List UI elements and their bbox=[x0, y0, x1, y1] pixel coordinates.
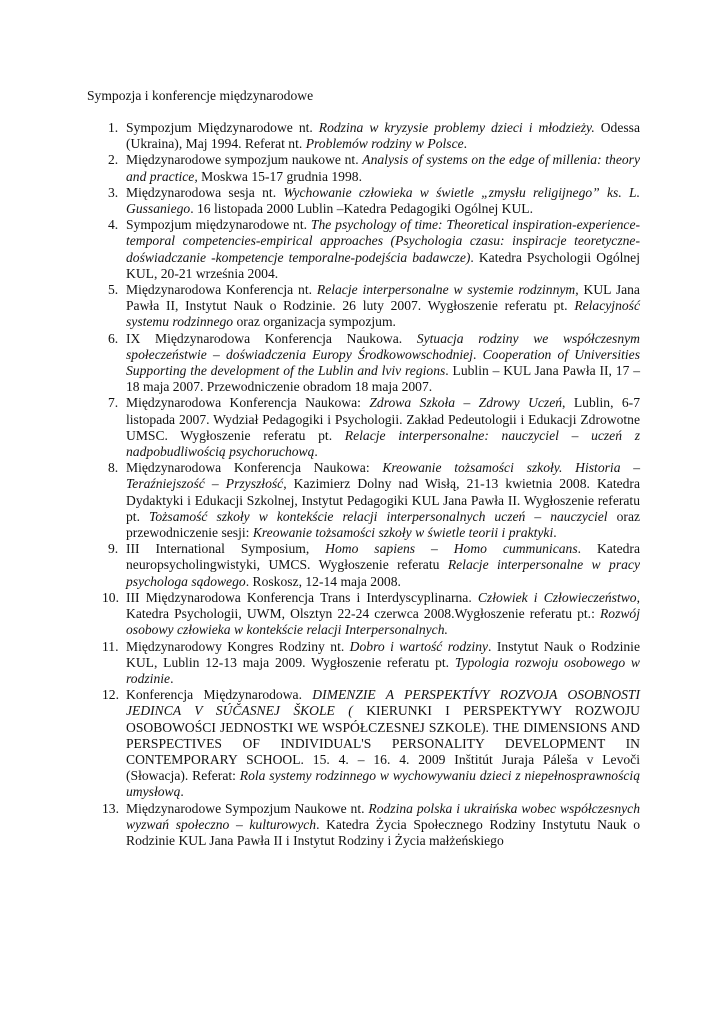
segment: Tożsamość szkoły w kontekście relacji interpersonalnych uczeń – nauczyciel bbox=[149, 508, 608, 524]
segment: . bbox=[463, 136, 468, 152]
segment: Analysis of systems on the edge of millenia: theory and practice, bbox=[126, 152, 640, 184]
segment: Homo sapiens – Homo cummunicans bbox=[325, 541, 578, 557]
segment: DIMENZIE A PERSPEKTÍVY ROZVOJA OSOBNOSTI JEDINCA V SÚČASNEJ ŠKOLE ( bbox=[126, 687, 640, 719]
segment: . Lublin – KUL Jana Pawła II, 17 – 18 maja 2007. Przewodniczenie obradom 18 maja 2007. bbox=[126, 363, 640, 395]
item-number: 8. bbox=[108, 460, 119, 476]
list-item bbox=[87, 217, 640, 282]
segment: . bbox=[553, 525, 557, 541]
segment: Sytuacja rodziny we współczesnym społeczeństwie – doświadczenia Europy Środkowowschodniej bbox=[126, 330, 640, 362]
item-number: 10. bbox=[102, 589, 119, 605]
segment: KIERUNKI I PERSPEKTYWY ROZWOJU OSOBOWOŚCI JEDNOSTKI WE WSPÓŁCZESNEJ SZKOLE). THE DIMENSIONS AND PERSPECTIVES OF INDIVIDUAL'S PERSONALITY DEVELOPMENT IN CONTEMPORARY SCHOOL. 15. 4. – 16. 4. 2009 Inštitút Juraja Páleša v Levoči (Słowacja). Referat: bbox=[126, 703, 640, 784]
item-number: 2. bbox=[108, 152, 119, 168]
segment: Konferencja Międzynarodowa. bbox=[126, 687, 313, 703]
list-item bbox=[87, 282, 640, 331]
segment: Człowiek i Człowieczeństwo bbox=[477, 589, 637, 605]
segment: Rola systemy rodzinnego w wychowywaniu dzieci z niepełnosprawnością umysłową bbox=[126, 768, 640, 800]
segment: Międzynarodowa Konferencja Naukowa: bbox=[126, 460, 383, 476]
list-item bbox=[87, 185, 640, 217]
segment: Sympozjum międzynarodowe nt. bbox=[126, 217, 311, 233]
segment: Międzynarodowe sympozjum naukowe nt. bbox=[126, 152, 363, 168]
item-number: 13. bbox=[102, 800, 119, 816]
list-item bbox=[87, 395, 640, 460]
list-item bbox=[87, 541, 640, 590]
item-number: 6. bbox=[108, 330, 119, 346]
segment: Cooperation of Universities Supporting the development of the Lublin and lviv regions bbox=[126, 346, 641, 379]
list-item bbox=[87, 152, 640, 184]
segment: . Katedra Życia Społecznego Rodziny Instytutu Nauk o Rodzinie KUL Jana Pawła II i Instytut Rodziny i Życia małżeńskiego bbox=[126, 816, 640, 848]
segment: . bbox=[314, 444, 318, 460]
segment: Problemów rodziny w Polsce bbox=[305, 136, 464, 152]
item-number: 5. bbox=[108, 282, 119, 298]
list-item bbox=[87, 331, 640, 396]
segment: oraz przewodniczenie sesji: bbox=[126, 508, 641, 541]
segment: III Międzynarodowa Konferencja Trans i Interdyscyplinarna. bbox=[126, 589, 478, 605]
segment: Dobro i wartość rodziny bbox=[349, 638, 489, 654]
segment: , KUL Jana Pawła II, Instytut Nauk o Rodzinie. 26 luty 2007. Wygłoszenie referatu pt. bbox=[126, 282, 640, 314]
segment: Kreowanie tożsamości szkoły. Historia – Teraźniejszość – Przyszłość bbox=[126, 460, 641, 492]
list-item bbox=[87, 120, 640, 152]
segment: Międzynarodowa Konferencja nt. bbox=[126, 282, 317, 298]
segment: , Lublin, 6-7 listopada 2007. Wydział Pedagogiki i Psychologii. Zakład Pedeutologii i Edukacji Zdrowotne UMSC. Wygłoszenie referatu pt. bbox=[126, 395, 641, 443]
item-number: 9. bbox=[108, 541, 119, 557]
list-item bbox=[87, 639, 640, 688]
segment: . Instytut Nauk o Rodzinie KUL, Lublin 12-13 maja 2009. Wygłoszenie referatu pt. bbox=[126, 638, 640, 670]
segment: Relacje interpersonalne: nauczyciel – uczeń z nadpobudliwością psychoruchową bbox=[126, 427, 640, 460]
segment: . bbox=[170, 670, 174, 686]
segment: The psychology of time: Theoretical inspiration-experience- temporal competencies-empirical approaches (Psychologia czasu: inspiracje teoretyczne-doświadczanie -kompetencje temporalne-podejścia badawcze) bbox=[126, 217, 641, 265]
list-item bbox=[87, 801, 640, 850]
segment: . 16 listopada 2000 Lublin –Katedra Pedagogiki Ogólnej KUL. bbox=[190, 201, 534, 217]
segment: Relacje interpersonalne w pracy psychologa sądowego bbox=[126, 557, 640, 589]
segment: Relacje interpersonalne w systemie rodzinnym bbox=[316, 282, 576, 298]
segment: Międzynarodowa Konferencja Naukowa: bbox=[126, 395, 370, 411]
item-number: 11. bbox=[102, 638, 119, 654]
item-number: 1. bbox=[108, 120, 119, 135]
segment: Wychowanie człowieka w świetle „zmysłu religijnego” ks. L. Gussaniego bbox=[126, 184, 640, 217]
segment: . bbox=[473, 346, 483, 362]
segment: . Katedra Psychologii Ogólnej KUL, 20-21 września 2004. bbox=[126, 249, 640, 281]
list-item bbox=[87, 687, 640, 800]
segment: Rozwój osobowy człowieka w kontekście relacji Interpersonalnych. bbox=[126, 606, 640, 638]
conference-list bbox=[87, 120, 640, 849]
item-number: 12. bbox=[102, 687, 119, 703]
segment: Międzynarodowy Kongres Rodziny nt. bbox=[126, 638, 350, 654]
item-number: 3. bbox=[108, 184, 119, 200]
segment: IX Międzynarodowa Konferencja Naukowa. bbox=[126, 330, 417, 346]
segment: Typologia rozwoju osobowego w rodzinie bbox=[126, 654, 640, 686]
segment: Zdrowa Szkoła – Zdrowy Uczeń bbox=[369, 395, 563, 411]
list-item bbox=[87, 590, 640, 639]
segment: Relacyjność systemu rodzinnego bbox=[126, 298, 640, 330]
segment: Sympozjum Międzynarodowe nt. bbox=[126, 120, 319, 135]
item-number: 4. bbox=[108, 217, 119, 233]
segment: , Kazimierz Dolny nad Wisłą, 21-13 kwietnia 2008. Katedra Dydaktyki i Edukacji Szkolnej, Instytut Pedagogiki KUL Jana Pawła II. Wygłoszenie referatu pt. bbox=[126, 476, 640, 524]
segment: . bbox=[180, 784, 184, 800]
segment: III International Symposium, bbox=[126, 541, 326, 557]
segment: , Katedra Psychologii, UWM, Olsztyn 22-24 czerwca 2008.Wygłoszenie referatu pt.: bbox=[126, 589, 640, 622]
segment: Rodzina polska i ukraińska wobec współczesnych wyzwań społeczno – kulturowych bbox=[126, 800, 640, 832]
segment: Moskwa 15-17 grudnia 1998. bbox=[197, 168, 362, 184]
list-item bbox=[87, 460, 640, 541]
segment: Odessa (Ukraina), Maj 1994. Referat nt. bbox=[126, 120, 640, 152]
segment: oraz organizacja sympozjum. bbox=[233, 314, 396, 330]
segment: Międzynarodowe Sympozjum Naukowe nt. bbox=[126, 800, 369, 816]
page-title: Sympozja i konferencje międzynarodowe bbox=[87, 88, 314, 103]
item-number: 7. bbox=[108, 395, 119, 411]
segment: . Roskosz, 12-14 maja 2008. bbox=[245, 573, 401, 589]
segment: Rodzina w kryzysie problemy dzieci i młodzieży. bbox=[318, 120, 595, 135]
segment: Międzynarodowa sesja nt. bbox=[126, 184, 284, 200]
segment: . Katedra neuropsycholingwistyki, UMCS. Wygłoszenie referatu bbox=[126, 541, 640, 573]
segment: Kreowanie tożsamości szkoły w świetle teorii i praktyki bbox=[252, 525, 554, 541]
